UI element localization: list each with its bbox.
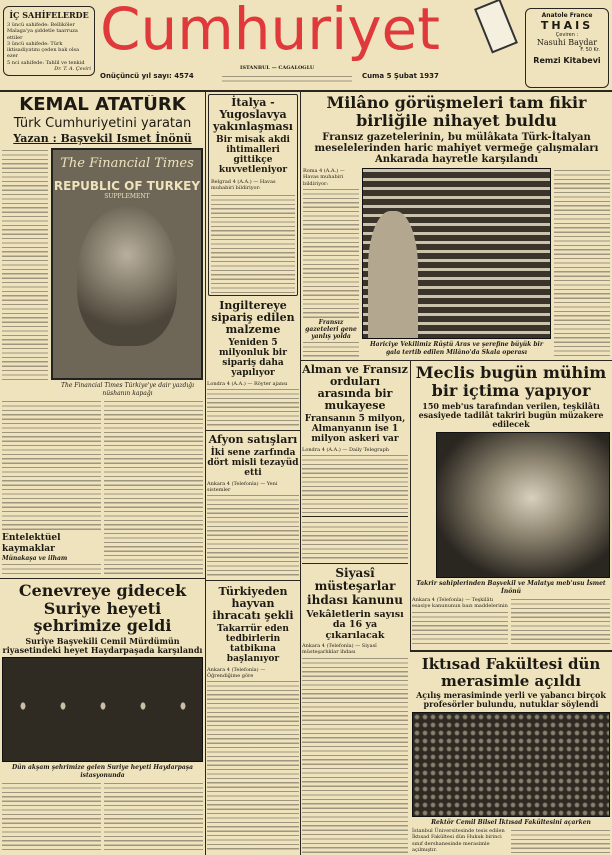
- ad-author: Anatole France: [541, 12, 593, 19]
- ataturk-headline: Türk Cumhuriyetini yaratan: [13, 115, 192, 131]
- ingiltere-article: [207, 300, 299, 428]
- siyasi-subhead: Vekâletlerin sayısı da 16 ya çıkarılacak: [306, 608, 404, 641]
- ataturk-text: [104, 399, 203, 576]
- hayvan-lead: Ankara 4 (Telefonla) — Öğrendiğime göre: [207, 666, 266, 680]
- siyasi-lead: Ankara 4 (Telefonla) — Siyasî müsteşarlıklar ihdası: [302, 643, 377, 656]
- cenevre-text: [104, 781, 203, 853]
- syrian-delegation-photo: [2, 657, 203, 762]
- column-rule: [410, 360, 411, 650]
- alman-lead: Londra 4 (A.A.) — Daily Telegraph: [302, 447, 390, 454]
- meclis-caption: Takrir sahiplerinden Başvekil ve Malatya meb'usu İsmet İnönü: [416, 580, 606, 595]
- ad-translator-label: Çeviren :: [555, 32, 579, 38]
- hayvan-text: [207, 679, 299, 852]
- meclis-text: [412, 610, 508, 648]
- book-ad: [525, 8, 609, 88]
- newspaper-logo: Cumhuriyet: [100, 0, 440, 63]
- column-rule: [205, 92, 206, 855]
- received-stamp: [474, 0, 518, 53]
- cenevre-text: [2, 781, 101, 853]
- section-rule: [0, 578, 205, 579]
- milano-headline: Milâno görüşmeleri tam fikir birliğile nihayet buldu: [326, 94, 587, 130]
- inside-item: 3 üncü sahifede: Türk iktisadiyatını çeden bak olsa ezer: [7, 40, 80, 60]
- iktisad-text: [511, 828, 610, 853]
- hayvan-subhead: Takarrür eden tedbirlerin tatbikına başlanıyor: [217, 624, 289, 664]
- alman-continued-text: [302, 520, 408, 560]
- siyasi-text: [302, 656, 408, 853]
- iktisad-caption: Rektör Cemil Bilsel İktısad Fakültesini açarken: [431, 818, 591, 826]
- italya-headline: İtalya - Yugoslavya yakınlaşması: [213, 96, 293, 134]
- inside-author: Dr. T. A. Çeviri: [54, 65, 91, 72]
- milano-inset: Fransız gazeteleri gene yanlış yolda: [305, 319, 357, 340]
- milano-text: [554, 168, 610, 358]
- cenevre-subhead: Suriye Başvekili Cemil Mürdümün riyasetindeki heyet Haydarpaşada karşılandı: [2, 635, 203, 655]
- afyon-article: [207, 434, 299, 577]
- section-rule: [205, 430, 300, 431]
- ataturk-article: [2, 95, 203, 576]
- cenevre-caption: Dün akşam şehrimize gelen Suriye heyeti Haydarpaşa istasyonunda: [11, 764, 194, 779]
- milano-lead: Roma 4 (A.A.) — Havas muhabiri bildiriyor:: [303, 168, 345, 187]
- afyon-lead: Ankara 4 (Telefonla) — Yeni sistemler: [207, 480, 278, 494]
- meclis-lead: Ankara 4 (Telefonla) — Teşkilâtı esasiye kanununun bazı maddelerinin: [412, 597, 508, 610]
- ingiltere-text: [207, 387, 299, 428]
- ataturk-subhead: Entelektüel kaymaklar: [2, 533, 61, 555]
- italya-subhead: Bir misak akdi ihtimalleri gittikçe kuvvetleniyor: [216, 135, 290, 175]
- inonu-photo: [436, 432, 610, 578]
- iktisad-lead: İstanbul Üniversitesinde tesis edilen İktısad Fakültesi dün Hukuk birinci sınıf dershanesinde merasimle açılmıştır.: [412, 828, 505, 853]
- milano-article: [303, 94, 610, 358]
- milano-subhead: Fransız gazetelerinin, bu mülâkata Türk-İtalyan meselelerinden haric mahiyet vermeğe çalışmaları Ankarada hayretle karşılandı: [314, 132, 599, 166]
- ataturk-byline: Yazan : Başvekil Ismet İnönü: [13, 132, 192, 146]
- issue-date: Cuma 5 Şubat 1937: [362, 72, 439, 80]
- cover-masthead: The Financial Times: [60, 156, 194, 172]
- location: ISTANBUL — CAGALOGLU: [240, 65, 315, 71]
- section-rule: [205, 580, 300, 581]
- afyon-headline: Afyon satışları: [208, 434, 298, 446]
- ad-publisher: Remzi Kitabevi: [533, 56, 601, 65]
- masthead-rule: [0, 90, 612, 92]
- cover-title: REPUBLIC OF TURKEY: [53, 179, 201, 194]
- section-rule: [300, 360, 612, 361]
- meclis-subhead: 150 meb'us tarafından verilen, teşkilâtı esasiyede tadilât takriri bugün müzakere edilecek: [418, 401, 604, 429]
- issue-number: Onüçüncü yıl sayı: 4574: [100, 72, 194, 80]
- ingiltere-lead: Londra 4 (A.A.) — Röyter ajansı: [207, 380, 288, 387]
- iktisad-article: [412, 656, 610, 853]
- financial-times-cover: [51, 148, 203, 380]
- scala-opera-photo: [362, 168, 551, 339]
- cover-caption: The Financial Times Türkiye'ye dair yazdığı nüshanın kapağı: [60, 382, 195, 397]
- ataturk-kicker: KEMAL ATATÜRK: [19, 95, 186, 115]
- alman-text: [302, 453, 408, 513]
- hayvan-headline: Türkiyeden hayvan ihracatı şekli: [212, 586, 294, 623]
- ingiltere-headline: İngiltereye sipariş edilen malzeme: [211, 300, 295, 337]
- hayvan-article: [207, 586, 299, 852]
- ad-price: F. 50 Kr.: [580, 47, 600, 53]
- contact-info: [222, 74, 352, 84]
- siyasi-headline: Siyasî müsteşarlar ihdası kanunu: [307, 566, 403, 607]
- meclis-text: [511, 597, 610, 647]
- meclis-headline: Meclis bugün mühim bir içtima yapıyor: [415, 364, 607, 400]
- italya-lead: Belgrad 4 (A.A.) — Havas muhabiri bildiriyor:: [211, 178, 276, 192]
- ataturk-text: [2, 399, 101, 533]
- cenevre-article: [2, 582, 203, 853]
- column-rule: [300, 92, 301, 855]
- ad-title: THAIS: [540, 19, 594, 32]
- ad-translator: Nasuhi Baydar: [536, 38, 598, 47]
- alman-subhead: Fransanın 5 milyon, Almanyanın ise 1 milyon askeri var: [304, 414, 406, 445]
- meclis-article: [412, 364, 610, 647]
- ingiltere-subhead: Yeniden 5 milyonluk bir sipariş daha yapılıyor: [219, 338, 287, 378]
- afyon-subhead: İki sene zarfında dört misli tezayüd etti: [207, 448, 299, 478]
- inside-item: 3 üncü sahifede: Belliköler Malaga'ya şiddetle taarruza ettiler: [7, 22, 78, 41]
- alman-siyasi-column: [302, 364, 408, 853]
- aras-portrait: [368, 211, 418, 338]
- iktisad-subhead: Açılış merasiminde yerli ve yabancı birçok profesörler bulundu, nutuklar söylendi: [416, 690, 606, 709]
- iktisad-headline: Iktısad Fakültesi dün merasimle açıldı: [421, 656, 601, 690]
- cover-sub: SUPPLEMENT: [104, 193, 150, 201]
- italya-text: [211, 193, 295, 293]
- inside-heading: İÇ SAHİFELERDE: [9, 10, 89, 20]
- iktisad-ceremony-photo: [412, 712, 610, 817]
- milano-text: [303, 187, 359, 319]
- milano-text: [303, 340, 359, 358]
- ataturk-portrait: [77, 206, 177, 346]
- section-rule: [410, 650, 612, 652]
- italya-box: [208, 94, 298, 296]
- ataturk-intro: [2, 148, 48, 380]
- inside-item: 5 nci sahifede: Tahlil ve tenkid: [7, 59, 85, 66]
- afyon-text: [207, 493, 299, 577]
- milano-caption: Hariciye Vekilimiz Rüştü Aras ve şerefine büyük bir gala tertib edilen Milâno'da Skala operası: [370, 341, 543, 356]
- ataturk-subhead2: Münakaşa ve ilham: [2, 555, 68, 562]
- cenevre-headline: Cenevreye gidecek Suriye heyeti şehrimize geldi: [18, 582, 187, 636]
- ataturk-text: [2, 562, 101, 576]
- inside-pages-box: [3, 6, 95, 76]
- alman-headline: Alman ve Fransız orduları arasında bir mukayese: [302, 364, 408, 413]
